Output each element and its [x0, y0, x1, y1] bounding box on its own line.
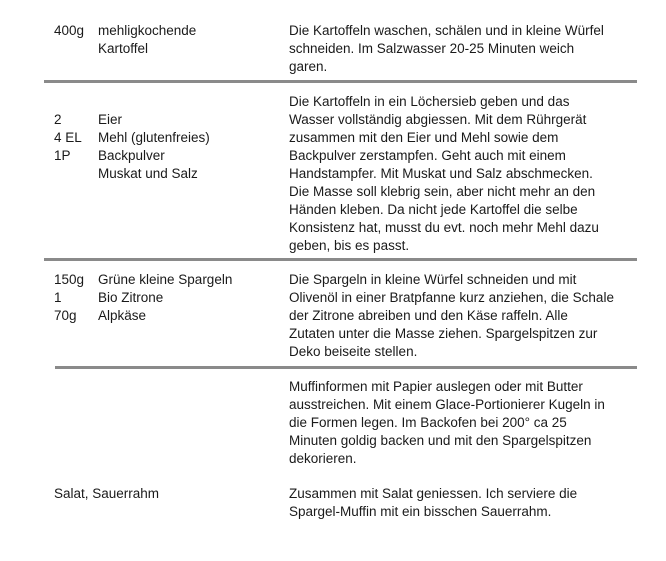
ingredient: Salat, Sauerrahm — [54, 486, 160, 501]
ingredient: Alpkäse — [98, 308, 147, 323]
instruction-line: schneiden. Im Salzwasser 20-25 Minuten weich — [289, 41, 575, 56]
instruction-text — [289, 22, 624, 76]
quantity: 150g — [54, 272, 85, 287]
ingredient-column — [98, 271, 283, 325]
instruction-text — [289, 378, 624, 468]
instruction-line: Minuten goldig backen und mit den Spargelspitzen — [289, 433, 592, 448]
instruction-line: Die Spargeln in kleine Würfel schneiden und mit — [289, 272, 577, 287]
quantity: 2 — [54, 112, 62, 127]
ingredient: Mehl (glutenfreies) — [98, 130, 210, 145]
instruction-line: Olivenöl in einer Bratpfanne kurz anziehen, die Schale — [289, 290, 614, 305]
section-divider — [44, 258, 637, 261]
instruction-text — [289, 271, 624, 361]
ingredient: Bio Zitrone — [98, 290, 164, 305]
quantity-column — [54, 111, 98, 165]
instruction-line: Muffinformen mit Papier auslegen oder mit Butter — [289, 379, 583, 394]
quantity: 4 EL — [54, 130, 82, 145]
instruction-line: Zusammen mit Salat geniessen. Ich serviere die — [289, 486, 578, 501]
instruction-line: der Zitrone abreiben und den Käse raffeln. Alle — [289, 308, 568, 323]
quantity-column — [54, 271, 98, 325]
ingredient: mehligkochende — [98, 23, 197, 38]
instruction-text — [289, 485, 624, 521]
instruction-line: Wasser vollständig abgiessen. Mit dem Rührgerät — [289, 112, 587, 127]
instruction-line: geben, bis es passt. — [289, 238, 410, 253]
section-divider — [44, 80, 637, 83]
instruction-line: Spargel-Muffin mit ein bisschen Sauerrahm. — [289, 504, 552, 519]
instruction-line: Die Masse soll klebrig sein, aber nicht mehr an den — [289, 184, 596, 199]
instruction-line: Konsistenz hat, musst du evt. noch mehr Mehl dazu — [289, 220, 599, 235]
instruction-line: zusammen mit den Eier und Mehl sowie dem — [289, 130, 559, 145]
ingredient: Muskat und Salz — [98, 166, 198, 181]
quantity: 1P — [54, 148, 71, 163]
ingredient-column — [54, 485, 284, 503]
quantity-column — [54, 22, 98, 40]
instruction-line: Die Kartoffeln in ein Löchersieb geben und das — [289, 94, 570, 109]
quantity: 1 — [54, 290, 62, 305]
ingredient: Eier — [98, 112, 123, 127]
quantity: 70g — [54, 308, 77, 323]
ingredient-column — [98, 111, 283, 183]
instruction-line: garen. — [289, 59, 328, 74]
ingredient: Kartoffel — [98, 41, 149, 56]
instruction-line: ausstreichen. Mit einem Glace-Portionierer Kugeln in — [289, 397, 605, 412]
instruction-line: Die Kartoffeln waschen, schälen und in kleine Würfel — [289, 23, 604, 38]
ingredient-column — [98, 22, 283, 58]
instruction-text — [289, 93, 624, 255]
instruction-line: Zutaten unter die Masse ziehen. Spargelspitzen zur — [289, 326, 598, 341]
instruction-line: Deko beiseite stellen. — [289, 344, 418, 359]
section-divider — [55, 366, 637, 369]
quantity: 400g — [54, 23, 85, 38]
instruction-line: Händen kleben. Da nicht jede Kartoffel die selbe — [289, 202, 578, 217]
instruction-line: die Formen legen. Im Backofen bei 200° ca 25 — [289, 415, 567, 430]
instruction-line: dekorieren. — [289, 451, 357, 466]
ingredient: Backpulver — [98, 148, 165, 163]
instruction-line: Backpulver zerstampfen. Geht auch mit einem — [289, 148, 566, 163]
ingredient: Grüne kleine Spargeln — [98, 272, 233, 287]
instruction-line: Handstampfer. Mit Muskat und Salz abschmecken. — [289, 166, 593, 181]
